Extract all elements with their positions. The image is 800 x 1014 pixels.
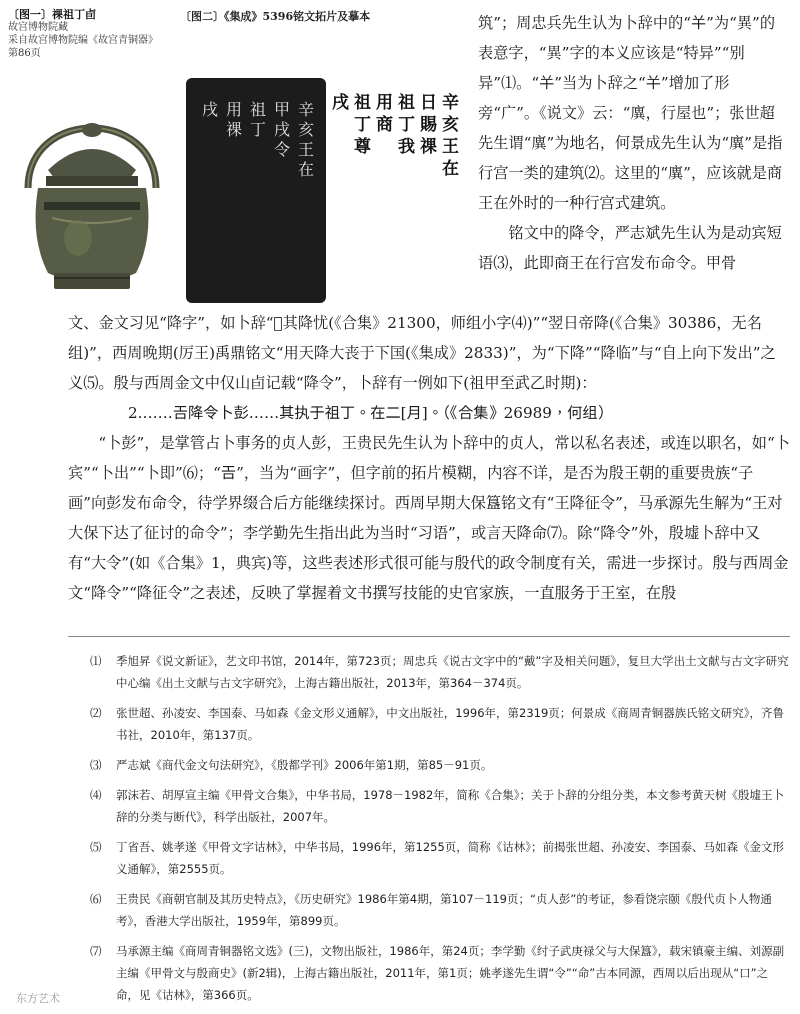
- rubbing-column: 用祼: [226, 100, 243, 139]
- rubbing-column: 祖丁: [250, 100, 267, 139]
- footnote-text: 季旭昇《说文新证》，艺文印书馆，2014年，第723页；周忠兵《说古文字中的“戴”字及相关问题》，复旦大学出土文献与古文字研究中心编《出土文献与古文字研究》，上海古籍出版社，2013年，第364－374页。: [116, 654, 789, 690]
- footnote: [68, 754, 790, 776]
- footnote: [68, 940, 790, 1006]
- footnote-number: ⑺: [90, 944, 102, 958]
- footnote: [68, 784, 790, 828]
- footnote-number: ⑴: [90, 654, 102, 668]
- figure1-line-2: 采自故宫博物院编《故宫青铜器》: [8, 35, 158, 46]
- figure1-caption: [8, 8, 178, 60]
- footnote-number: ⑶: [90, 758, 102, 772]
- footnote-number: ⑷: [90, 788, 102, 802]
- footnote: [68, 836, 790, 880]
- footnote-text: 王贵民《商朝官制及其历史特点》，《历史研究》1986年第4期，第107－119页；“贞人彭”的考证，参看饶宗颐《殷代贞卜人物通考》，香港大学出版社，1959年，第899页。: [116, 892, 772, 928]
- watermark: 东方艺术: [16, 992, 60, 1005]
- figure2-caption: 〔图二〕《集成》5396铭文拓片及摹本: [180, 10, 371, 23]
- rubbing-column: 辛亥王在: [298, 100, 315, 179]
- bronze-you-vessel-image: [8, 78, 176, 298]
- body-paragraph: 筑”；周忠兵先生认为卜辞中的“𢆉”为“異”的表意字，“異”字的本义应该是“特异”“别异”⑴。“𢆉”当为卜辞之“𢆉”增加了形旁“广”。《说文》云：“廙，行屋也”；张世超先生谓“廙”为地名，何景成先生认为“廙”是指行宫一类的建筑⑵。这里的“廙”，应该就是商王在外时的一种行宫式建筑。: [478, 14, 783, 212]
- main-text-block: [68, 308, 790, 608]
- rubbing-column: 戌: [202, 100, 219, 119]
- facsimile-column: 祖丁我: [398, 93, 415, 157]
- oracle-bone-example: 2.……𢀛降令卜彭……其执于祖丁。在二[月]。（《合集》26989，何组）: [128, 404, 613, 422]
- facsimile-column: 辛亥王在: [442, 93, 459, 179]
- footnote-number: ⑵: [90, 706, 102, 720]
- footnote-text: 严志斌《商代金文句法研究》，《殷都学刊》2006年第1期，第85－91页。: [116, 758, 493, 772]
- figure1-line-1: 故宫博物院藏: [8, 22, 68, 33]
- footnote-number: ⑹: [90, 892, 102, 906]
- facsimile-column: 日賜祼: [420, 93, 437, 157]
- rubbing-column: 甲戌令: [274, 100, 291, 159]
- footnote-text: 丁省吾、姚孝遂《甲骨文字诂林》，中华书局，1996年，第1255页，简称《诂林》；前揭张世超、孙凌安、李国泰、马如森《金文形义通解》，第2555页。: [116, 840, 785, 876]
- figure1-line-3: 第86页: [8, 48, 41, 59]
- footnote-number: ⑸: [90, 840, 102, 854]
- footnote-text: 张世超、孙凌安、李国泰、马如森《金文形义通解》，中文出版社，1996年，第2319页；何景成《商周青铜器族氏铭文研究》，齐鲁书社，2010年，第137页。: [116, 706, 785, 742]
- facsimile-column: 祖丁尊: [354, 93, 371, 157]
- inscription-facsimile: [332, 82, 468, 302]
- footnotes: [68, 650, 790, 1014]
- inscription-rubbing: [186, 78, 326, 303]
- footnote-text: 郭沫若、胡厚宣主编《甲骨文合集》，中华书局，1978－1982年，简称《合集》；关于卜辞的分组分类，本文参考黄天树《殷墟王卜辞的分类与断代》，科学出版社，2007年。: [116, 788, 785, 824]
- figure1-title: 〔图一〕祼祖丁卣: [8, 8, 96, 21]
- footnote: [68, 888, 790, 932]
- footnote-text: 马承源主编《商周青铜器铭文选》(三)，文物出版社，1986年，第24页；李学勤《纣子武庚禄父与大保簋》，载宋镇豪主编、刘源副主编《甲骨文与殷商史》(新2辑)，上海古籍出版社，2011年，第1页；姚孝遂先生谓“令”“命”古本同源，西周以后出现从“口”之命，见《诂林》，第366页。: [116, 944, 785, 1002]
- facsimile-column: 用商: [376, 93, 393, 135]
- footnote: [68, 702, 790, 746]
- footnote: [68, 650, 790, 694]
- facsimile-column: 戌: [332, 93, 349, 113]
- footnote-divider: [68, 636, 790, 637]
- body-paragraph: “卜彭”，是掌管占卜事务的贞人彭，王贵民先生认为卜辞中的贞人，常以私名表述，或连以职名，如“卜宾”“卜出”“卜即”⑹；“𢀛”，当为“画字”，但字前的拓片模糊，内容不详，是否为殷王朝的重要贵族“子画”向彭发布命令，待学界缀合后方能继续探讨。西周早期大保簋铭文有“王降征令”，马承源先生解为“王对大保下达了征讨的命令”；李学勤先生指出此为当时“习语”，或言天降命⑺。除“降令”外，殷墟卜辞中又有“大令”(如《合集》1，典宾)等，这些表述形式很可能与殷代的政令制度有关，需进一步探讨。殷与西周金文“降令”“降征令”之表述，反映了掌握着文书撰写技能的史官家族，一直服务于王室，在殷: [68, 434, 790, 602]
- body-paragraph: 文、金文习见“降字”，如卜辞“𡧊其降忧(《合集》21300，师组小字⑷)”“翌日帝降(《合集》30386，无名组)”，西周晚期(厉王)禹鼎铭文“用天降大丧于下国(《集成》2833)”，为“下降”“降临”与“自上向下发出”之义⑸。殷与西周金文中仅山卣记载“降令”，卜辞有一例如下(祖甲至武乙时期)：: [68, 314, 776, 392]
- body-paragraph: 铭文中的降令，严志斌先生认为是动宾短语⑶，此即商王在行宫发布命令。甲骨: [478, 224, 782, 272]
- side-text-block: [478, 8, 790, 278]
